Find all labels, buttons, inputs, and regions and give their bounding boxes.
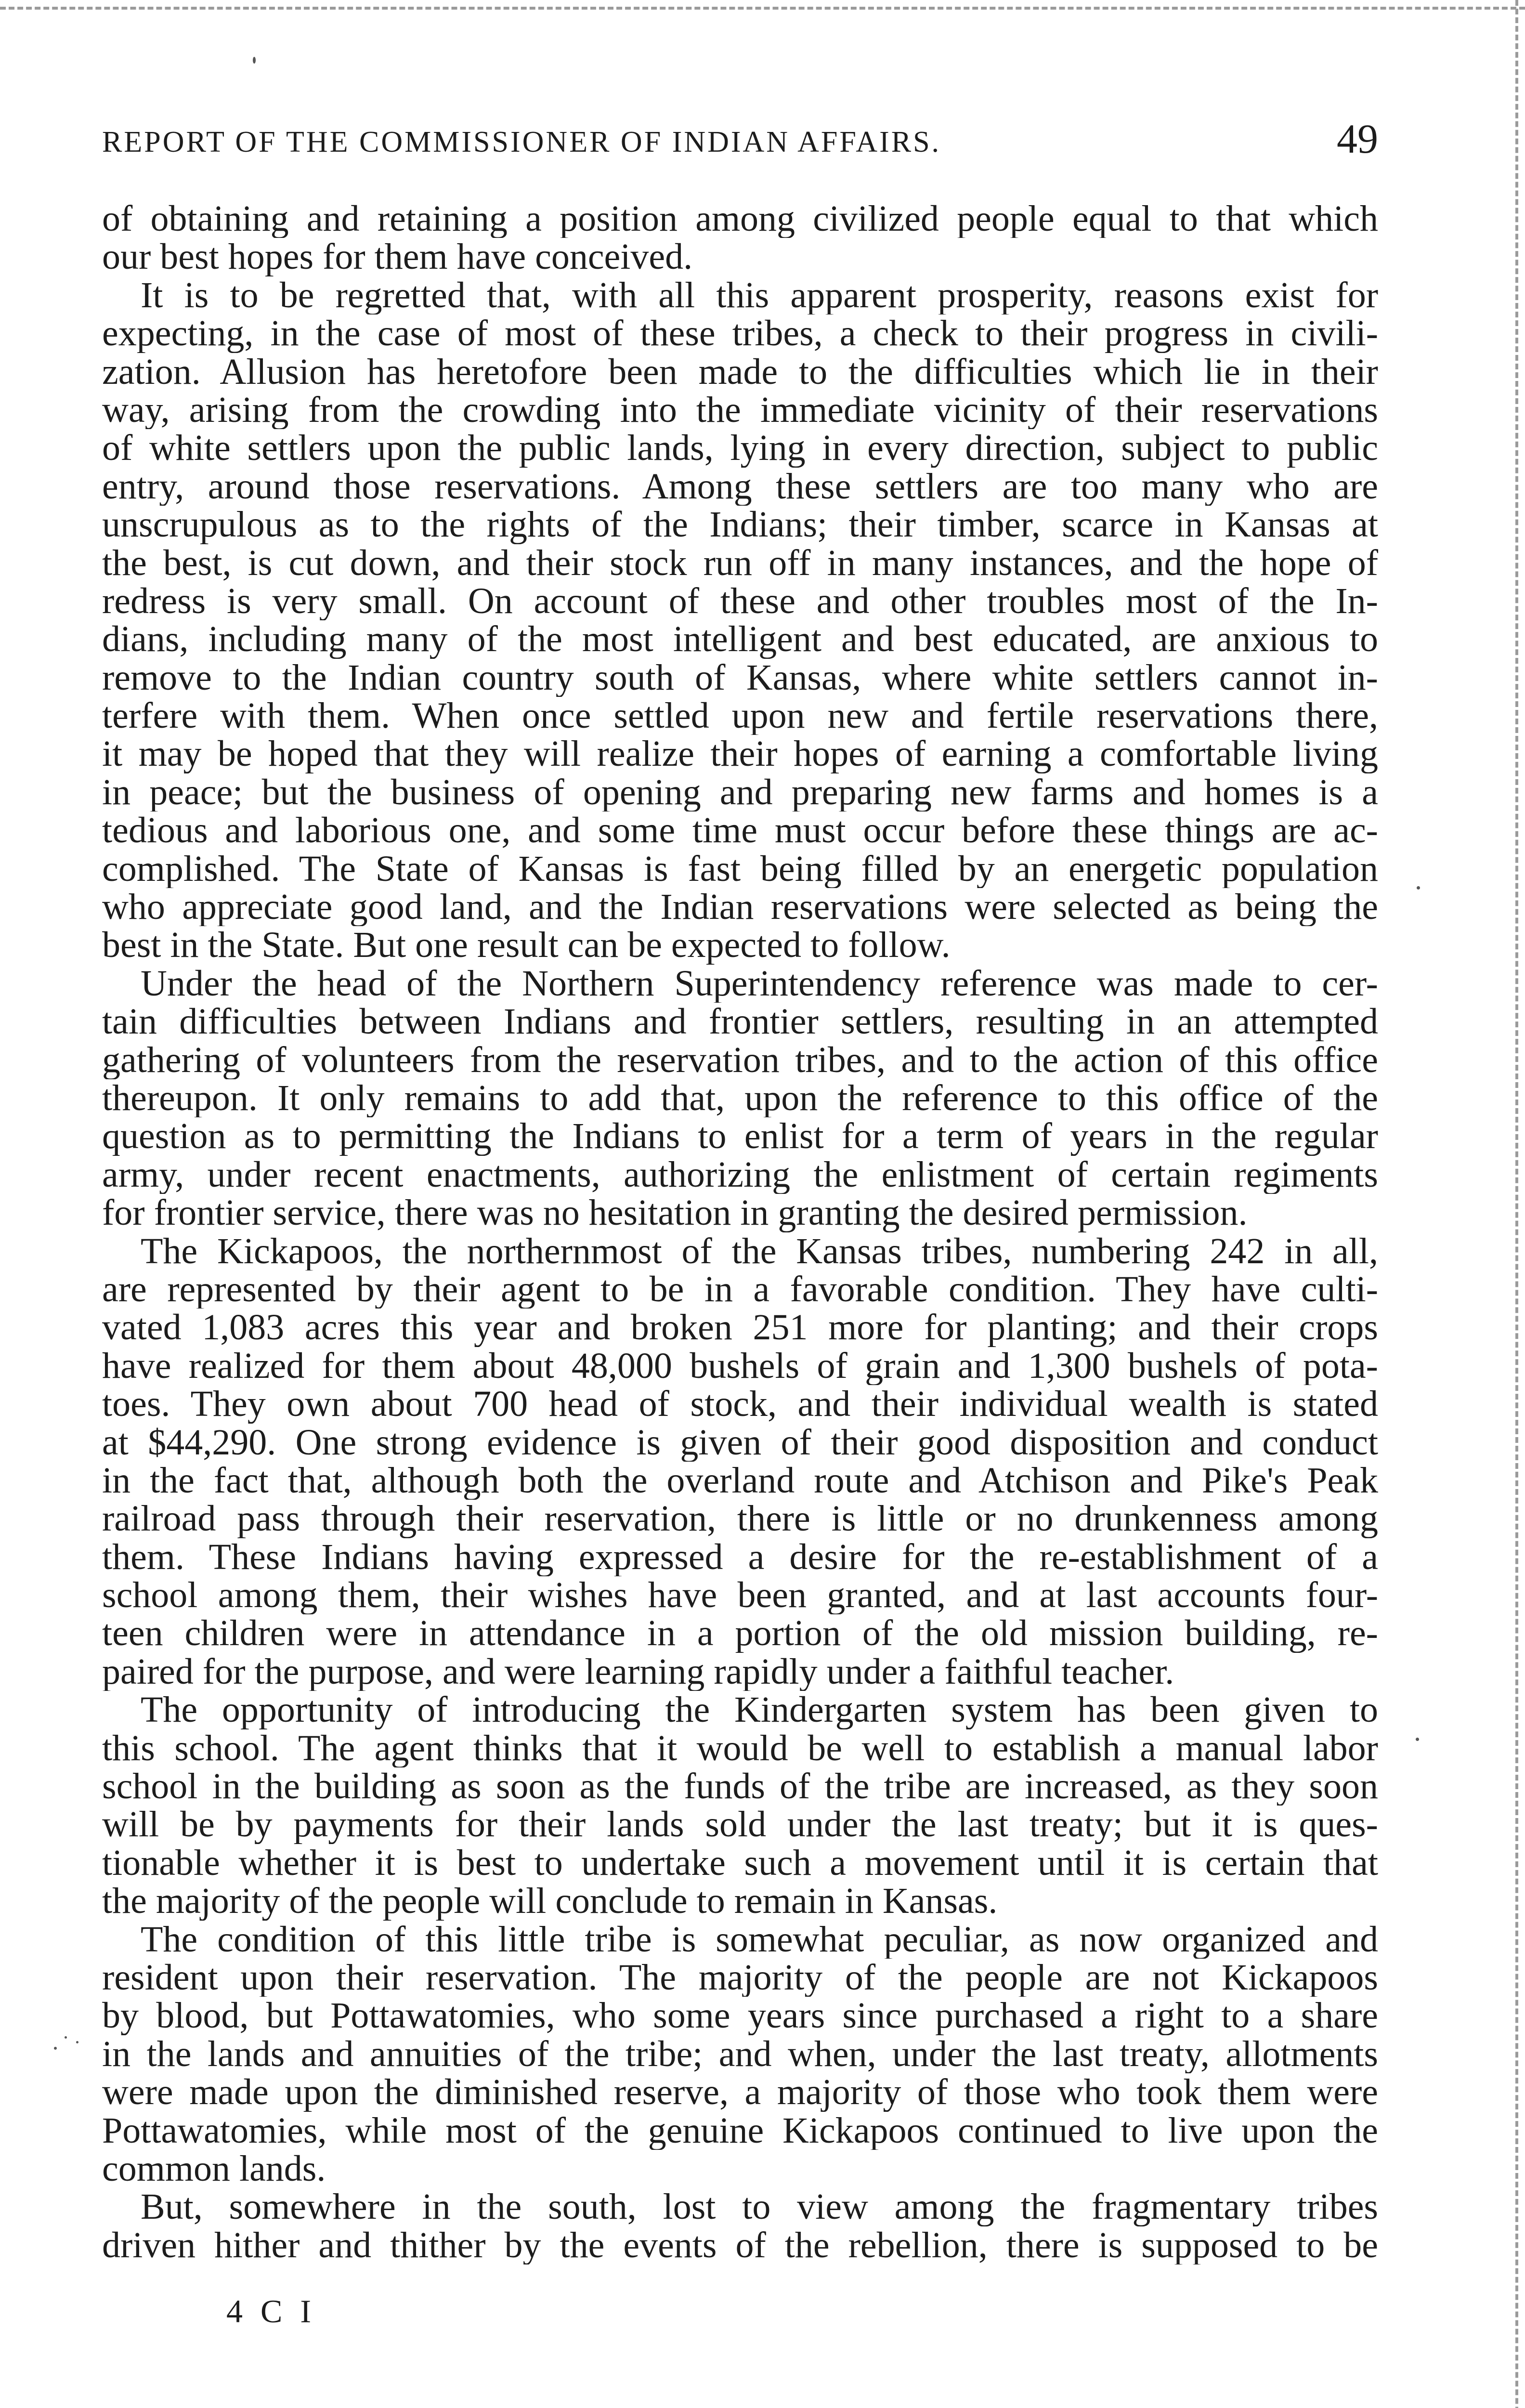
ink-speck xyxy=(76,2041,78,2043)
text-line: complished. The State of Kansas is fast being filled by an energetic population xyxy=(102,850,1378,889)
text-line: railroad pass through their reservation, there is little or no drunkenness among xyxy=(102,1500,1378,1538)
text-line: gathering of volunteers from the reservation tribes, and to the action of this office xyxy=(102,1041,1378,1079)
text-line: question as to permitting the Indians to enlist for a term of years in the regular xyxy=(102,1117,1378,1156)
text-line: it may be hoped that they will realize their hopes of earning a comfortable living xyxy=(102,735,1378,773)
text-line: Under the head of the Northern Superintendency reference was made to cer- xyxy=(141,964,1378,1003)
text-line: army, under recent enactments, authorizing the enlistment of certain regiments xyxy=(102,1155,1378,1194)
text-line: are represented by their agent to be in a favorable condition. They have culti- xyxy=(102,1270,1378,1309)
text-line: expecting, in the case of most of these tribes, a check to their progress in civili- xyxy=(102,314,1378,353)
text-line: common lands. xyxy=(102,2149,326,2188)
text-line: unscrupulous as to the rights of the Indians; their timber, scarce in Kansas at xyxy=(102,506,1378,544)
text-line: for frontier service, there was no hesitation in granting the desired permission. xyxy=(102,1194,1248,1232)
text-line: But, somewhere in the south, lost to view among the fragmentary tribes xyxy=(141,2188,1378,2226)
text-line: our best hopes for them have conceived. xyxy=(102,238,693,276)
text-line: in the fact that, although both the overland route and Atchison and Pike's Peak xyxy=(102,1461,1378,1500)
ink-speck xyxy=(65,2036,67,2039)
text-line: the best, is cut down, and their stock run off in many instances, and the hope of xyxy=(102,544,1378,582)
text-line: The opportunity of introducing the Kindergarten system has been given to xyxy=(141,1691,1378,1729)
text-line: thereupon. It only remains to add that, upon the reference to this office of the xyxy=(102,1079,1378,1118)
text-line: way, arising from the crowding into the immediate vicinity of their reservations xyxy=(102,391,1378,430)
text-line: of white settlers upon the public lands, lying in every direction, subject to public xyxy=(102,429,1378,468)
ink-speck xyxy=(253,57,256,64)
text-line: tain difficulties between Indians and frontier settlers, resulting in an attempted xyxy=(102,1003,1378,1041)
text-line: teen children were in attendance in a portion of the old mission building, re- xyxy=(102,1614,1378,1653)
page-header xyxy=(102,115,1378,168)
text-line: remove to the Indian country south of Kansas, where white settlers cannot in- xyxy=(102,658,1378,697)
text-line: school in the building as soon as the funds of the tribe are increased, as they soon xyxy=(102,1767,1378,1806)
text-line: have realized for them about 48,000 bushels of grain and 1,300 bushels of pota- xyxy=(102,1347,1378,1386)
text-line: redress is very small. On account of these and other troubles most of the In- xyxy=(102,582,1378,621)
page-edge-right xyxy=(1515,0,1518,2408)
signature-mark: 4 C I xyxy=(226,2293,316,2329)
text-line: at $44,290. One strong evidence is given of their good disposition and conduct xyxy=(102,1423,1378,1462)
page-edge-top xyxy=(0,7,1525,10)
text-line: in the lands and annuities of the tribe; and when, under the last treaty, allotments xyxy=(102,2035,1378,2074)
text-line: will be by payments for their lands sold under the last treaty; but it is ques- xyxy=(102,1806,1378,1844)
text-line: entry, around those reservations. Among these settlers are too many who are xyxy=(102,467,1378,506)
text-line: Pottawatomies, while most of the genuine Kickapoos continued to live upon the xyxy=(102,2111,1378,2150)
text-line: It is to be regretted that, with all this apparent prosperity, reasons exist for xyxy=(141,276,1378,315)
text-line: the majority of the people will conclude to remain in Kansas. xyxy=(102,1882,998,1921)
ink-speck xyxy=(1416,1738,1419,1741)
text-line: were made upon the diminished reserve, a majority of those who took them were xyxy=(102,2073,1378,2112)
text-line: paired for the purpose, and were learning rapidly under a faithful teacher. xyxy=(102,1652,1174,1691)
text-line: dians, including many of the most intelligent and best educated, are anxious to xyxy=(102,620,1378,659)
page-number: 49 xyxy=(1337,116,1378,162)
ink-speck xyxy=(1417,886,1420,890)
text-line: in peace; but the business of opening and preparing new farms and homes is a xyxy=(102,773,1378,812)
text-line: The Kickapoos, the northernmost of the Kansas tribes, numbering 242 in all, xyxy=(141,1232,1378,1270)
text-line: toes. They own about 700 head of stock, and their individual wealth is stated xyxy=(102,1385,1378,1424)
body-text xyxy=(102,200,1378,2264)
text-line: driven hither and thither by the events of the rebellion, there is supposed to be xyxy=(102,2226,1378,2265)
text-line: best in the State. But one result can be expected to follow. xyxy=(102,926,951,965)
text-line: resident upon their reservation. The majority of the people are not Kickapoos xyxy=(102,1958,1378,1997)
text-line: school among them, their wishes have been granted, and at last accounts four- xyxy=(102,1576,1378,1615)
text-line: tedious and laborious one, and some time must occur before these things are ac- xyxy=(102,811,1378,850)
text-line: who appreciate good land, and the Indian reservations were selected as being the xyxy=(102,888,1378,927)
text-line: of obtaining and retaining a position among civilized people equal to that which xyxy=(102,200,1378,238)
text-line: by blood, but Pottawatomies, who some years since purchased a right to a share xyxy=(102,1997,1378,2035)
text-line: zation. Allusion has heretofore been made to the difficulties which lie in their xyxy=(102,353,1378,391)
text-line: tionable whether it is best to undertake such a movement until it is certain that xyxy=(102,1844,1378,1883)
text-line: vated 1,083 acres this year and broken 251 more for planting; and their crops xyxy=(102,1309,1378,1347)
text-line: The condition of this little tribe is somewhat peculiar, as now organized and xyxy=(141,1920,1378,1959)
text-line: them. These Indians having expressed a desire for the re-establishment of a xyxy=(102,1538,1378,1577)
text-line: this school. The agent thinks that it would be well to establish a manual labor xyxy=(102,1729,1378,1768)
ink-speck xyxy=(54,2047,57,2050)
running-title: REPORT OF THE COMMISSIONER OF INDIAN AFFAIRS. xyxy=(102,126,941,158)
text-line: terfere with them. When once settled upon new and fertile reservations there, xyxy=(102,697,1378,735)
